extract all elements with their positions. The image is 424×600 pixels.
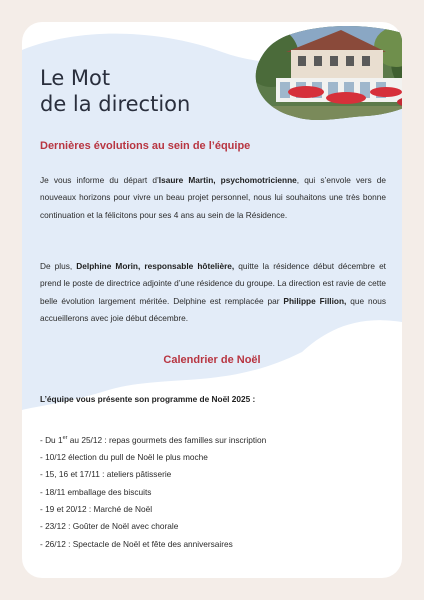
- event-item: - 10/12 élection du pull de Noël le plus moche: [40, 452, 208, 463]
- event-item: - 15, 16 et 17/11 : ateliers pâtisserie: [40, 469, 172, 480]
- p2-name2: Philippe Fillion,: [283, 295, 347, 306]
- p2-name: Delphine Morin, responsable hôtelière,: [76, 261, 235, 271]
- page-title: [40, 65, 190, 117]
- event-item: - 23/12 : Goûter de Noël avec chorale: [40, 521, 179, 532]
- p2-pre: De plus,: [40, 261, 77, 271]
- p2-post: que nous accueillerons avec joie début décembre.: [40, 295, 386, 323]
- event-list: [40, 430, 266, 553]
- title-line-1: Le Mot: [40, 66, 111, 90]
- event-first-post: au 25/12 : repas gourmets des familles sur inscription: [67, 434, 267, 445]
- newsletter-card: [22, 22, 402, 578]
- building-terrace-photo-icon: [246, 22, 402, 140]
- event-first-sup: er: [62, 435, 68, 441]
- team-paragraph-1: [40, 172, 386, 224]
- event-first-pre: - Du 1: [40, 434, 63, 445]
- event-item: - 26/12 : Spectacle de Noël et fête des anniversaires: [40, 538, 233, 549]
- event-item: - 19 et 20/12 : Marché de Noël: [40, 503, 153, 514]
- p1-name: Isaure Martin, psychomotricienne: [158, 175, 297, 185]
- p1-post: , qui s’envole vers de nouveaux horizons pour vivre un beau projet personnel, nous lui souhaitons une très bonne continuation et la félicitons pour ses 4 ans au sein de la Résidence.: [40, 175, 386, 220]
- title-line-2: de la direction: [40, 92, 191, 116]
- calendar-intro: L’équipe vous présente son programme de Noël 2025 :: [40, 394, 256, 404]
- p1-pre: Je vous informe du départ d’: [40, 175, 159, 185]
- event-item: [40, 430, 266, 449]
- calendar-heading: Calendrier de Noël: [163, 354, 261, 366]
- event-item: - 18/11 emballage des biscuits: [40, 486, 152, 497]
- team-heading: Dernières évolutions au sein de l’équipe: [40, 140, 251, 152]
- p2-mid: quitte la résidence début décembre et prend le poste de directrice adjointe d’une résidence du groupe. La direction est ravie de cette belle évolution largement méritée. Delphine est remplacée par: [40, 261, 386, 306]
- team-paragraph-2: [40, 258, 386, 327]
